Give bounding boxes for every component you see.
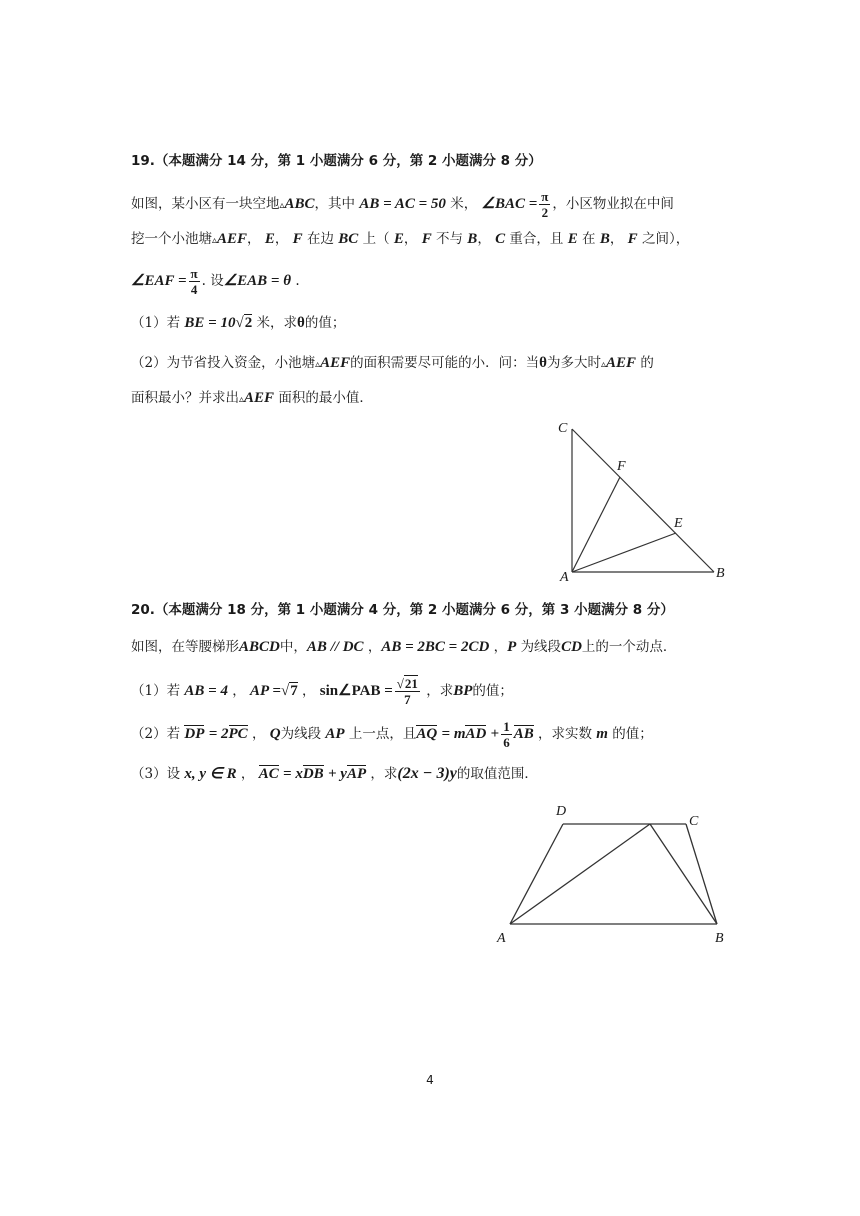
sqrt-radicand: 2: [244, 315, 253, 331]
q19-text: 不与: [436, 231, 463, 247]
q19-text: （2）为节省投入资金，小池塘: [131, 355, 316, 371]
math-abc: ABC: [284, 196, 315, 212]
segment-bp: [650, 824, 717, 924]
label-c: C: [558, 421, 568, 436]
math-cd: CD: [561, 639, 582, 655]
vector-pc: PC: [228, 726, 248, 742]
math-p: P: [507, 639, 517, 655]
q19-text: 挖一个小池塘: [131, 231, 212, 247]
q19-text: 面积最小？并求出: [131, 390, 239, 406]
math-b: B: [467, 231, 478, 247]
q20-text: ，: [240, 766, 255, 782]
fraction-sqrt21-7: [395, 676, 420, 707]
sqrt-symbol: √: [235, 315, 244, 331]
math-sin-pab: sin∠PAB =: [319, 683, 393, 699]
math-q: Q: [269, 726, 281, 742]
label-b: B: [715, 931, 724, 946]
math-angle-eaf: ∠EAF =: [131, 273, 187, 289]
math-f: F: [292, 231, 303, 247]
q19-text: （1）若: [131, 315, 181, 331]
q20-text: ，: [232, 683, 246, 699]
math-e: E: [393, 231, 404, 247]
segment-af: [572, 477, 620, 572]
sqrt-radicand: 7: [290, 683, 298, 699]
math-angle-bac: ∠BAC =: [481, 196, 538, 212]
math-aef: AEF: [217, 231, 248, 247]
segment-ap: [510, 824, 650, 924]
q19-triangle-figure: [550, 415, 740, 585]
q20-text: （2）若: [131, 726, 181, 742]
q20-text: ，: [367, 639, 382, 655]
frac-denominator: 7: [404, 692, 411, 707]
math-be: BE = 10: [184, 315, 236, 331]
frac-numerator: π: [190, 266, 198, 281]
q19-text: ，: [274, 231, 289, 247]
q20-text: 上一点，且: [348, 726, 417, 742]
q20-part3: [131, 764, 731, 784]
q19-text: 米，求: [256, 315, 297, 331]
q19-text: 在边: [306, 231, 334, 247]
math-ab-eq: AB = 2BC = 2CD: [381, 639, 490, 655]
q20-trapezoid-figure: [490, 800, 740, 952]
q20-text: ，求实数: [538, 726, 592, 742]
math-aef: AEF: [320, 355, 351, 371]
q19-text: 在: [582, 231, 596, 247]
math-m: m: [596, 726, 608, 742]
vector-ad: AD: [465, 726, 487, 742]
q19-text: 的面积需要尽可能的小．问：当: [350, 355, 540, 371]
frac-numerator: [395, 676, 420, 692]
vector-aq: AQ: [416, 726, 438, 742]
fraction-pi-2: [539, 189, 550, 220]
vector-ab: AB: [513, 726, 534, 742]
math-ab-par-dc: AB // DC: [306, 639, 364, 655]
math-angle-eab: ∠EAB = θ: [223, 273, 292, 289]
label-b: B: [716, 566, 725, 581]
math-aef: AEF: [606, 355, 637, 371]
q19-text: 为多大时: [546, 355, 601, 371]
q20-text: 的取值范围．: [456, 766, 538, 782]
triangle-symbol: ▵: [212, 235, 218, 246]
q19-part2-line2: [131, 388, 731, 410]
label-a: A: [560, 570, 569, 585]
math-b: B: [599, 231, 610, 247]
math-f: F: [627, 231, 638, 247]
math-bp: BP: [453, 683, 473, 699]
math-ab-4: AB = 4: [184, 683, 228, 699]
q20-text: ，: [493, 639, 508, 655]
label-e: E: [674, 516, 683, 531]
q20-text: ，: [302, 683, 316, 699]
vector-ap: AP: [346, 766, 367, 782]
q20-text: ，: [251, 726, 266, 742]
q19-text: 重合，且: [509, 231, 564, 247]
frac-numerator: π: [541, 189, 549, 204]
q20-heading: 20.（本题满分 18 分，第 1 小题满分 4 分，第 2 小题满分 6 分，第 3 小题满分 8 分）: [131, 602, 674, 618]
math-bc: BC: [338, 231, 359, 247]
q19-line1: [131, 189, 731, 220]
q20-text: 中，: [279, 639, 307, 655]
side-bc: [686, 824, 717, 924]
vector-dp: DP: [184, 726, 205, 742]
math-theta: θ: [539, 355, 547, 371]
q19-text: ，: [247, 231, 261, 247]
q20-text: （1）若: [131, 683, 181, 699]
q20-text: 的值；: [612, 726, 653, 742]
math-theta: θ: [296, 315, 305, 331]
side-cb: [572, 429, 714, 572]
q19-heading: 19.（本题满分 14 分，第 1 小题满分 6 分，第 2 小题满分 8 分）: [131, 153, 542, 169]
q19-text: 米，: [450, 196, 478, 212]
q19-line3: [131, 266, 731, 297]
frac-denominator: 4: [190, 282, 198, 297]
frac-denominator: 6: [503, 735, 510, 750]
math-e: E: [567, 231, 578, 247]
side-ad: [510, 824, 563, 924]
math-xy-r: x, y ∈ R: [184, 766, 237, 782]
q19-text: 上（: [362, 231, 390, 247]
sqrt-symbol: √: [280, 683, 290, 699]
q19-text: ，: [477, 231, 491, 247]
sqrt-symbol: √: [396, 676, 404, 691]
page-number: 4: [426, 1073, 434, 1087]
math-f: F: [421, 231, 432, 247]
triangle-symbol: ▵: [600, 359, 607, 370]
triangle-symbol: ▵: [239, 394, 245, 405]
fraction-pi-4: [189, 266, 200, 297]
q20-part1: [131, 676, 731, 707]
frac-denominator: 2: [541, 205, 549, 220]
q19-text: 的: [640, 355, 654, 371]
q20-text: 为线段: [280, 726, 322, 742]
q20-text: ，求: [370, 766, 398, 782]
math-expression: (2x − 3)y: [397, 765, 457, 782]
q19-text: . 设: [201, 273, 224, 289]
math-eq-m: = m: [441, 726, 466, 742]
frac-numerator: 1: [503, 719, 510, 734]
q20-text: 为线段: [520, 639, 562, 655]
math-plus-y: + y: [327, 766, 347, 782]
q19-line2: [131, 229, 731, 251]
math-ap-seg: AP: [325, 726, 345, 742]
label-a: A: [497, 931, 506, 946]
vector-db: DB: [302, 766, 324, 782]
q19-text: ，: [403, 231, 418, 247]
q19-text: 的值；: [304, 315, 346, 331]
q19-text: .: [295, 273, 300, 289]
math-abcd: ABCD: [239, 639, 280, 655]
q19-text: 如图，某小区有一块空地: [131, 196, 280, 212]
q20-line1: [131, 637, 731, 657]
q19-part2: [131, 353, 731, 375]
q20-text: 如图，在等腰梯形: [131, 639, 239, 655]
math-e: E: [264, 231, 275, 247]
q20-text: 的值；: [472, 683, 513, 699]
q20-text: ，求: [426, 683, 454, 699]
label-d: D: [556, 804, 567, 819]
math-ap: AP =: [250, 683, 281, 699]
triangle-symbol: ▵: [315, 359, 321, 370]
q20-text: （3）设: [131, 766, 181, 782]
vector-ac: AC: [258, 766, 279, 782]
sqrt-radicand: 21: [404, 676, 418, 691]
math-aef: AEF: [244, 390, 275, 406]
math-eq-x: = x: [283, 766, 303, 782]
q20-text: 上的一个动点．: [581, 639, 677, 655]
q19-text: ，: [609, 231, 624, 247]
segment-ae: [572, 533, 676, 572]
fraction-1-6: [501, 719, 512, 750]
q19-text: ，其中: [314, 196, 356, 212]
q19-part1: [131, 313, 731, 333]
math-c: C: [495, 231, 506, 247]
q19-text: 之间），: [641, 231, 690, 247]
triangle-symbol: ▵: [279, 200, 285, 211]
label-f: F: [617, 459, 626, 474]
q20-part2: [131, 719, 731, 750]
math-ab-ac: AB = AC = 50: [359, 196, 446, 212]
math-plus: +: [490, 726, 500, 742]
q19-text: 面积的最小值．: [278, 390, 373, 406]
q19-text: ，小区物业拟在中间: [552, 196, 674, 212]
label-c: C: [689, 814, 699, 829]
math-eq: = 2: [208, 726, 229, 742]
